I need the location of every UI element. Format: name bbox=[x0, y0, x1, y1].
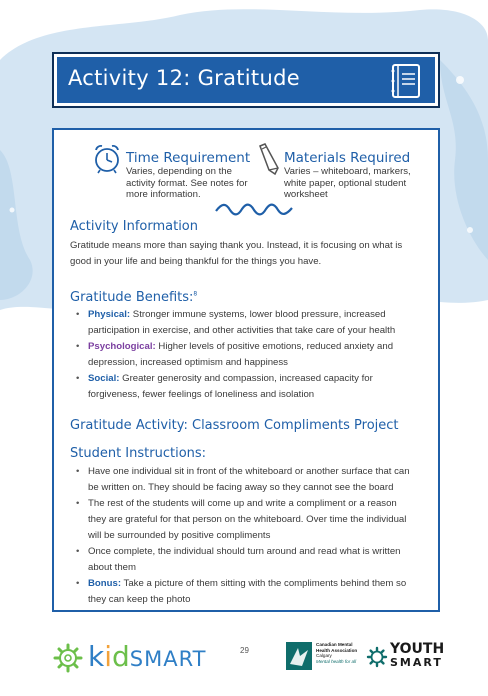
benefits-footnote-marker: 8 bbox=[193, 290, 198, 298]
list-item: • The rest of the students will come up and write a compliment or a reason they are grateful for that person on the whiteboard. Over time the individual will be surrounded by positive compliments bbox=[70, 496, 412, 544]
title-banner bbox=[52, 52, 440, 108]
list-item bbox=[70, 371, 412, 403]
squiggle-divider bbox=[214, 201, 294, 217]
youth-line: YOUTH bbox=[390, 641, 445, 657]
notebook-icon bbox=[388, 62, 424, 100]
cmha-text bbox=[316, 642, 357, 664]
bonus-text: Take a picture of them sitting with the compliments behind them so they can keep the photo bbox=[88, 578, 407, 605]
activity-card bbox=[52, 128, 440, 612]
materials-required-text: Varies – whiteboard, markers, white paper, optional student worksheet bbox=[284, 166, 411, 201]
smart-line: SMART bbox=[390, 656, 443, 669]
kid-smart-text: SMART bbox=[129, 647, 207, 671]
benefits-heading bbox=[70, 290, 197, 305]
instructions-list bbox=[70, 464, 412, 608]
kid-letter-k: k bbox=[88, 640, 105, 673]
list-item: • Have one individual sit in front of the whiteboard or another surface that can be written on. They should be facing away so they cannot see the board bbox=[70, 464, 412, 496]
list-item bbox=[70, 339, 412, 371]
cmha-line: Calgary bbox=[316, 653, 332, 659]
pencil-icon bbox=[256, 142, 282, 176]
page-number: 29 bbox=[240, 646, 249, 655]
page-title: Activity 12: Gratitude bbox=[68, 66, 300, 90]
cmha-emblem bbox=[286, 642, 312, 670]
instructions-heading: Student Instructions: bbox=[70, 446, 207, 461]
activity-info-text: Gratitude means more than saying thank you. Instead, it is focusing on what is good in your life and being thankful for the things you have. bbox=[70, 240, 403, 267]
activity-info-heading: Activity Information bbox=[70, 219, 199, 234]
benefit-text: Stronger immune systems, lower blood pressure, increased participation in exercise, and other activities that take care of your health bbox=[88, 309, 396, 336]
gear-icon bbox=[366, 646, 388, 668]
benefit-label: Social: bbox=[88, 373, 120, 384]
benefits-list bbox=[70, 307, 412, 403]
list-item bbox=[70, 576, 412, 608]
cmha-line: Canadian Mental bbox=[316, 642, 353, 647]
time-requirement-text: Varies, depending on the activity format. See notes for more information. bbox=[126, 166, 248, 201]
time-requirement bbox=[126, 150, 256, 201]
youthsmart-logo bbox=[366, 638, 446, 676]
cmha-mark bbox=[286, 642, 312, 670]
cmha-line: Mental health for all bbox=[316, 658, 357, 664]
page-footer bbox=[0, 628, 488, 688]
benefit-label: Psychological: bbox=[88, 341, 156, 352]
cmha-line: Health Association bbox=[316, 647, 358, 653]
benefit-text: Higher levels of positive emotions, reduced anxiety and depression, increased optimism and happiness bbox=[88, 341, 394, 368]
kid-letter-i: i bbox=[104, 640, 112, 673]
bonus-label: Bonus: bbox=[88, 578, 122, 589]
benefit-label: Physical: bbox=[88, 309, 131, 320]
alarm-clock-icon bbox=[90, 142, 124, 174]
time-requirement-title: Time Requirement bbox=[126, 150, 251, 166]
benefits-heading-text: Gratitude Benefits: bbox=[70, 290, 194, 305]
kid-letter-d: d bbox=[112, 640, 130, 673]
benefit-text: Greater generosity and compassion, increased capacity for forgiveness, fewer feelings of loneliness and isolation bbox=[88, 373, 373, 400]
materials-required-title: Materials Required bbox=[284, 150, 411, 166]
youthsmart-wordmark bbox=[390, 642, 444, 670]
gear-icon bbox=[52, 642, 84, 674]
materials-required bbox=[284, 150, 434, 201]
activity-heading: Gratitude Activity: Classroom Compliments Project bbox=[70, 418, 399, 433]
cmha-logo bbox=[286, 640, 366, 674]
kidsmart-wordmark bbox=[88, 640, 207, 673]
list-item bbox=[70, 307, 412, 339]
list-item: • Once complete, the individual should turn around and read what is written about them bbox=[70, 544, 412, 576]
